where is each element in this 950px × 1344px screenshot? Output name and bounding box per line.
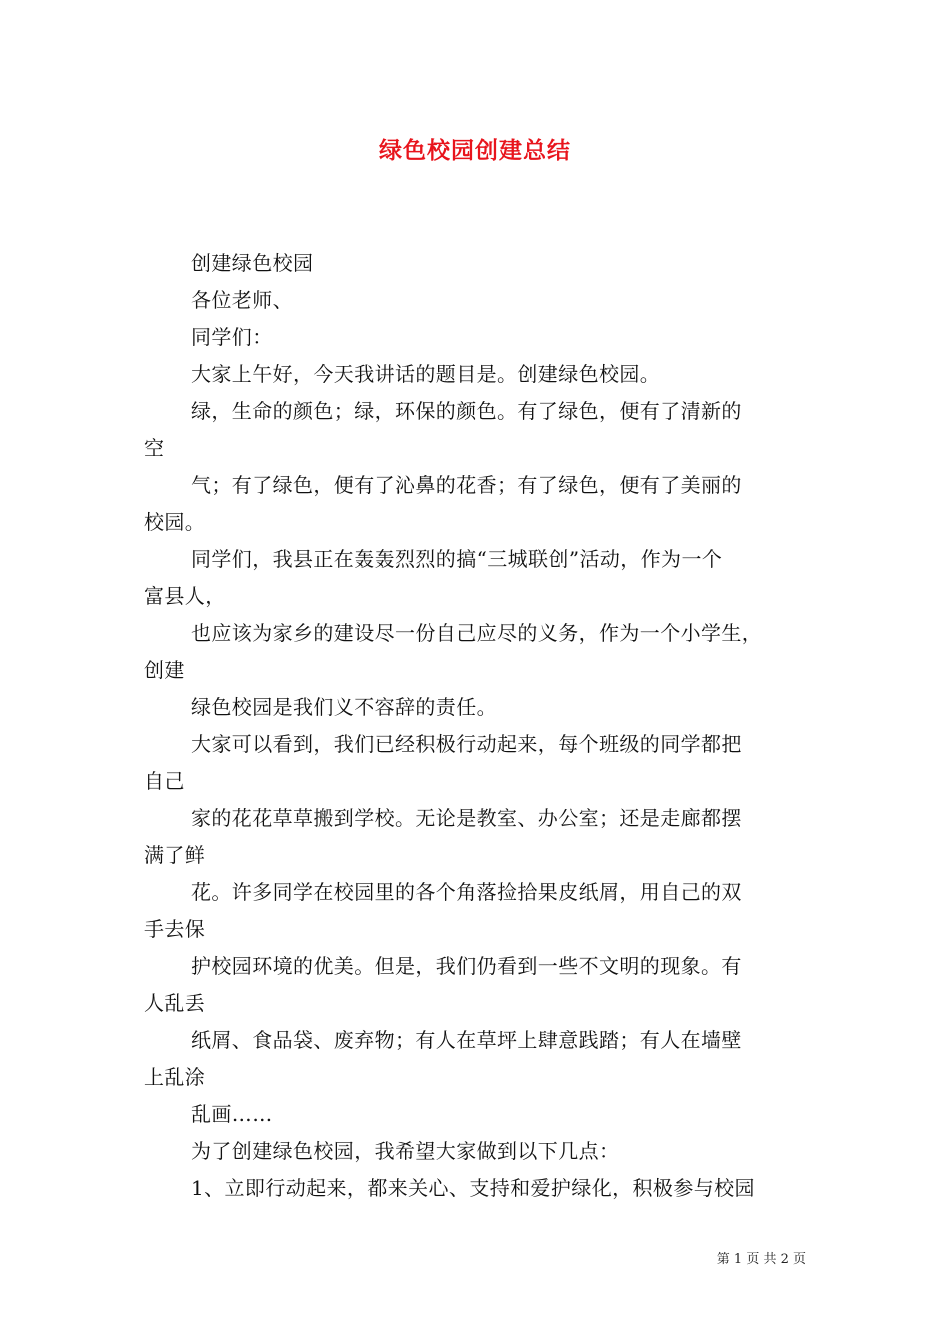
text-line: 空 xyxy=(144,436,165,460)
text-line: 富县人， xyxy=(144,584,226,608)
text-line: 创建 xyxy=(144,658,185,682)
text-line: 人乱丢 xyxy=(144,991,206,1015)
text-line: 校园。 xyxy=(144,510,206,534)
text-line: 大家上午好，今天我讲话的题目是。创建绿色校园。 xyxy=(191,362,661,386)
text-line: 绿色校园是我们义不容辞的责任。 xyxy=(191,695,497,719)
text-line: 满了鲜 xyxy=(144,843,206,867)
document-body xyxy=(144,245,812,1207)
text-line: 家的花花草草搬到学校。无论是教室、办公室；还是走廊都摆 xyxy=(191,806,742,830)
text-line: 手去保 xyxy=(144,917,206,941)
text-line: 绿，生命的颜色；绿，环保的颜色。有了绿色，便有了清新的 xyxy=(191,399,742,423)
text-line: 同学们： xyxy=(191,325,273,349)
text-line: 同学们，我县正在轰轰烈烈的搞“三城联创”活动，作为一个 xyxy=(191,547,723,571)
text-line: 大家可以看到，我们已经积极行动起来，每个班级的同学都把 xyxy=(191,732,742,756)
text-line: 气；有了绿色，便有了沁鼻的花香；有了绿色，便有了美丽的 xyxy=(191,473,742,497)
text-line: 创建绿色校园 xyxy=(191,251,314,275)
page-number-footer: 第 1 页 共 2 页 xyxy=(716,1252,806,1267)
text-line: 花。许多同学在校园里的各个角落捡拾果皮纸屑，用自己的双 xyxy=(191,880,742,904)
text-line: 乱画…… xyxy=(191,1102,273,1126)
text-line: 为了创建绿色校园，我希望大家做到以下几点： xyxy=(191,1139,620,1163)
text-line: 自己 xyxy=(144,769,185,793)
text-line: 上乱涂 xyxy=(144,1065,206,1089)
text-line: 也应该为家乡的建设尽一份自己应尽的义务，作为一个小学生， xyxy=(191,621,763,645)
text-line: 纸屑、食品袋、废弃物；有人在草坪上肆意践踏；有人在墙壁 xyxy=(191,1028,742,1052)
text-line: 各位老师、 xyxy=(191,288,293,312)
text-line: 1、立即行动起来，都来关心、支持和爱护绿化，积极参与校园 xyxy=(191,1176,755,1200)
text-line: 护校园环境的优美。但是，我们仍看到一些不文明的现象。有 xyxy=(191,954,742,978)
document-title: 绿色校园创建总结 xyxy=(379,137,571,164)
